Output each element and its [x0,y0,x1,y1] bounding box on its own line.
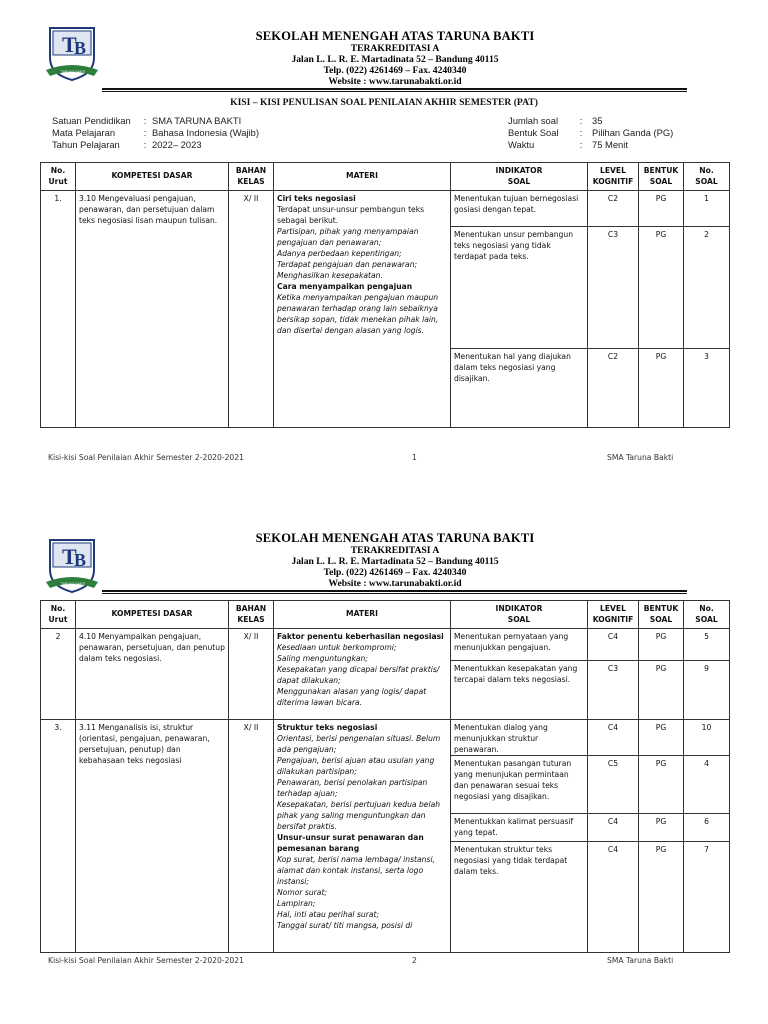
header-kompetensi: KOMPETESI DASAR [76,163,229,191]
bentuk-value: PG [639,227,683,349]
level-cell [588,191,639,428]
meta-right: Jumlah soal : 35 Bentuk Soal : Pilihan Ganda (PG) Waktu : 75 Menit [508,115,674,150]
no-soal-cell [684,629,730,720]
indikator-item: Menentukan struktur teks negosiasi yang tidak terdapat dalam teks. [454,845,568,876]
no-soal-value: 7 [704,845,709,854]
no-soal-cell [684,720,730,953]
svg-text:B: B [74,550,87,570]
school-name: SEKOLAH MENENGAH ATAS TARUNA BAKTI [255,29,535,43]
indikator-item: Menentukan tujuan bernegosiasi gosiasi dengan tepat. [451,191,587,227]
level-value: C2 [607,352,619,361]
bahan-kelas: X/ II [229,720,274,953]
materi-line: Partisipan, pihak yang menyampaian pengajuan dan penawaran; [277,227,419,247]
bentuk-value: PG [655,352,667,361]
bentuk-cell [639,720,684,953]
bentuk-value: PG [639,814,683,842]
level-value: C3 [588,227,638,349]
materi-line: Ketika menyampaikan pengajuan maupun penawaran terhadap orang lain sebaiknya bersikap sopan, tidak menekan pihak lain, dan disertai dengan alasan yang logis. [277,293,439,335]
materi-cell [274,191,451,428]
bentuk-value: PG [639,756,683,814]
bahan-kelas: X/ II [229,629,274,720]
document-title: KISI – KISI PENULISAN SOAL PENILAIAN AKHIR SEMESTER (PAT) [230,97,538,108]
indikator-item: Menentukan pasangan tuturan yang menunjukan permintaan dan penawaran sesuai teks negosiasi yang disajikan. [451,756,587,814]
svg-text:B: B [74,38,87,58]
meta-left: Satuan Pendidikan : SMA TARUNA BAKTI Mata Pelajaran : Bahasa Indonesia (Wajib) Tahun Pelajaran : 2022– 2023 [52,115,260,150]
website: Website : www.tarunabakti.or.id [328,76,462,87]
header-level: LEVEL KOGNITIF [588,601,639,629]
svg-text:T: T [62,544,77,569]
indikator-cell [451,629,588,720]
header-no-urut: No. Urut [41,163,76,191]
level-value: C4 [588,720,638,756]
row-number: 3. [41,720,76,953]
no-soal-value: 2 [684,227,729,349]
header-indikator: INDIKATOR SOAL [451,163,588,191]
materi-line: Kesediaan untuk berkompromi; [277,643,397,652]
materi-line: Saling menguntungkan; [277,654,368,663]
header-materi: MATERI [274,163,451,191]
level-value: C3 [607,664,619,673]
no-soal-cell [684,191,730,428]
no-soal-value: 10 [684,720,729,756]
level-value: C4 [588,814,638,842]
school-logo-icon [44,536,100,596]
level-value: C4 [607,845,619,854]
materi-line: Menggunakan alasan yang logis/ dapat diterima lawan bicara. [277,687,427,707]
materi-line: Hal, inti atau perihal surat; [277,910,380,919]
table-row [41,720,730,953]
letterhead-rule [102,88,687,92]
level-cell [588,720,639,953]
materi-line: Adanya perbedaan kepentingan; [277,249,402,258]
bentuk-value: PG [655,664,667,673]
row-number: 1. [41,191,76,428]
header-bahan-kelas: BAHAN KELAS [229,163,274,191]
materi-line: Kesepakatan yang dicapai bersifat praktis/ dapat dilakukan; [277,665,440,685]
materi-line: Tanggal surat/ titi mangsa, posisi di [277,921,413,930]
materi-line: Faktor penentu keberhasilan negosiasi [277,632,444,641]
materi-line: Penawaran, berisi penolakan partisipan terhadap ajuan; [277,778,428,798]
row-number: 2 [41,629,76,720]
address: Jalan L. L. R. E. Martadinata 52 – Bandung 40115 [291,556,499,567]
kompetensi-dasar: 3.10 Mengevaluasi pengajuan, penawaran, dan persetujuan dalam teks negosiasi lisan maupun tulisan. [76,191,229,428]
bentuk-value: PG [639,191,683,227]
indikator-item: Menentukan unsur pembangun teks negosiasi yang tidak terdapat pada teks. [451,227,587,349]
no-soal-value: 1 [684,191,729,227]
materi-cell [274,720,451,953]
no-soal-value: 3 [704,352,709,361]
accreditation: TERAKREDITASI A [350,545,440,556]
svg-text:TARUNA BAKTI: TARUNA BAKTI [61,582,86,586]
phone-fax: Telp. (022) 4261469 – Fax. 4240340 [323,567,467,578]
header-no-urut: No. Urut [41,601,76,629]
page-2 [0,512,768,1024]
materi-line: Cara menyampaikan pengajuan [277,282,413,291]
bentuk-value: PG [639,720,683,756]
indikator-item: Menentukkan kesepakatan yang tercapai dalam teks negosiasi. [454,664,578,684]
no-soal-value: 9 [704,664,709,673]
kompetensi-dasar: 3.11 Menganalisis isi, struktur (orientasi, pengajuan, penawaran, persetujuan, penutup) dan kebahasaan teks negosiasi [76,720,229,953]
materi-line: Ciri teks negosiasi [277,194,356,203]
level-value: C4 [588,629,638,661]
school-logo-icon [44,24,100,84]
letterhead [200,532,590,589]
level-cell [588,629,639,720]
kompetensi-dasar: 4.10 Menyampaikan pengajuan, penawaran, persetujuan, dan penutup dalam teks negosiasi. [76,629,229,720]
header-no-soal: No. SOAL [684,163,730,191]
header-bentuk: BENTUK SOAL [639,601,684,629]
indikator-item: Menentukan dialog yang menunjukkan struktur penawaran. [451,720,587,756]
materi-line: Kesepakatan, berisi pertujuan kedua belah pihak yang saling menguntungkan dan bersifat praktis. [277,800,441,831]
accreditation: TERAKREDITASI A [350,43,440,54]
bentuk-cell [639,191,684,428]
bentuk-cell [639,629,684,720]
materi-line: Menghasilkan kesepakatan. [277,271,383,280]
svg-text:TARUNA BAKTI: TARUNA BAKTI [61,70,86,74]
header-no-soal: No. SOAL [684,601,730,629]
materi-line: Terdapat pengajuan dan penawaran; [277,260,418,269]
website: Website : www.tarunabakti.or.id [328,578,462,589]
bentuk-value: PG [655,845,667,854]
materi-line: Kop surat, berisi nama lembaga/ instansi, alamat dan kontak instansi, serta logo instansi; [277,855,435,886]
school-name: SEKOLAH MENENGAH ATAS TARUNA BAKTI [255,531,535,545]
header-indikator: INDIKATOR SOAL [451,601,588,629]
page-number: 1 [412,453,417,462]
header-bentuk: BENTUK SOAL [639,163,684,191]
header-kompetensi: KOMPETESI DASAR [76,601,229,629]
kisi-table-1 [40,162,730,428]
level-value: C2 [588,191,638,227]
footer-title: Kisi-kisi Soal Penilaian Akhir Semester 2-2020-2021 [48,453,244,462]
indikator-item: Menentukan hal yang diajukan dalam teks negosiasi yang disajikan. [454,352,571,383]
bentuk-value: PG [639,629,683,661]
indikator-cell [451,191,588,428]
page-number: 2 [412,956,417,965]
no-soal-value: 5 [684,629,729,661]
level-value: C5 [588,756,638,814]
materi-line: Terdapat unsur-unsur pembangun teks sebagai berikut. [277,205,425,225]
indikator-item: Menentukkan kalimat persuasif yang tepat. [451,814,587,842]
materi-cell [274,629,451,720]
materi-line: Orientasi, berisi pengenalan situasi. Belum ada pengajuan; [277,734,441,754]
footer-school: SMA Taruna Bakti [607,453,674,462]
header-bahan-kelas: BAHAN KELAS [229,601,274,629]
no-soal-value: 6 [684,814,729,842]
table-row [41,191,730,428]
footer-school: SMA Taruna Bakti [607,956,674,965]
phone-fax: Telp. (022) 4261469 – Fax. 4240340 [323,65,467,76]
bahan-kelas: X/ II [229,191,274,428]
materi-line: Struktur teks negosiasi [277,723,378,732]
header-level: LEVEL KOGNITIF [588,163,639,191]
header-materi: MATERI [274,601,451,629]
letterhead-rule [102,590,687,594]
materi-line: Lampiran; [277,899,316,908]
address: Jalan L. L. R. E. Martadinata 52 – Bandung 40115 [291,54,499,65]
indikator-item: Menentukan pernyataan yang menunjukkan pengajuan. [451,629,587,661]
table-row [41,629,730,720]
kisi-table-2 [40,600,730,953]
footer-title: Kisi-kisi Soal Penilaian Akhir Semester 2-2020-2021 [48,956,244,965]
svg-text:T: T [62,32,77,57]
materi-line: Unsur-unsur surat penawaran dan pemesanan barang [277,833,424,853]
indikator-cell [451,720,588,953]
materi-line: Pengajuan, berisi ajuan atau usulan yang dilakukan partisipan; [277,756,435,776]
letterhead [200,30,590,87]
materi-line: Nomor surat; [277,888,327,897]
no-soal-value: 4 [684,756,729,814]
